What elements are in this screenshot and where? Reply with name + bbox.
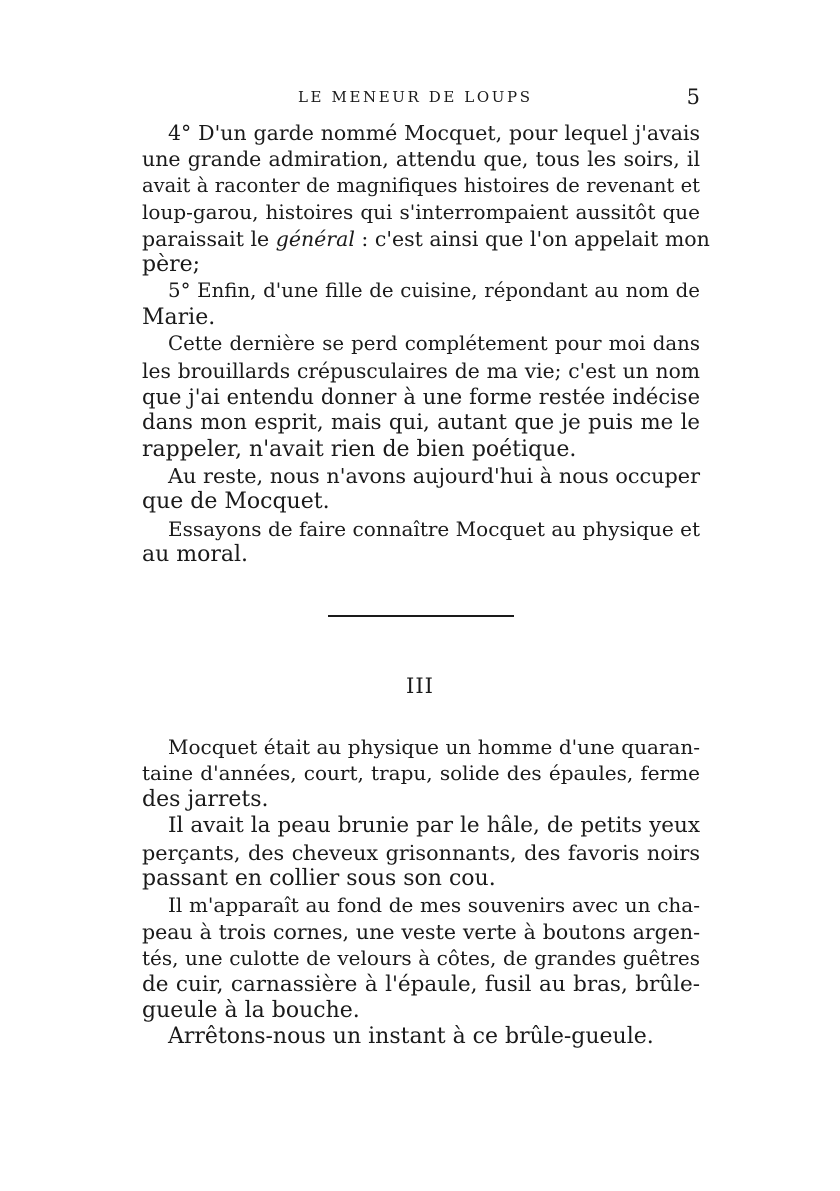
text-block-chapter-end [142,120,710,569]
text-line: loup-garou, histoires qui s'interrompaient aussitôt que [142,200,700,225]
text-block-section-iii [142,734,700,1051]
text-line: perçants, des cheveux grisonnants, des favoris noirs [142,840,700,865]
running-title: LE MENEUR DE LOUPS [298,88,533,106]
italic-word: général [275,226,355,251]
text-line: taine d'années, court, trapu, solide des épaules, ferme [142,761,700,786]
text-line: passant en collier sous son cou. [142,865,496,891]
text-line: dans mon esprit, mais qui, autant que je puis me le [142,410,700,436]
text-line: avait à raconter de magnifiques histoires de revenant et [142,173,700,197]
section-number: III [406,674,434,698]
text-line: tés, une culotte de velours à côtes, de grandes guêtres [142,946,700,971]
text-line: 4° D'un garde nommé Mocquet, pour lequel j'avais [168,121,700,145]
text-line: 5° Enfin, d'une fille de cuisine, répondant au nom de [168,279,700,303]
text-run: paraissait le [142,226,270,251]
text-line: peau à trois cornes, une veste verte à boutons argen- [142,919,700,944]
text-line: que de Mocquet. [142,489,330,515]
text-line: Essayons de faire connaître Mocquet au physique et [168,516,700,541]
page-header [142,85,700,112]
text-line: Marie. [142,304,216,330]
text-line: Il avait la peau brunie par le hâle, de petits yeux [168,813,700,839]
text-line: rappeler, n'avait rien de bien poétique. [142,436,577,462]
page-number: 5 [686,85,700,109]
text-line: Mocquet était au physique un homme d'une quaran- [168,735,700,759]
text-line: Il m'apparaît au fond de mes souvenirs avec un cha- [168,893,700,918]
section-divider [328,615,514,617]
text-line: gueule à la bouche. [142,997,360,1023]
text-line: Au reste, nous n'avons aujourd'hui à nous occuper [168,464,700,489]
text-line: une grande admiration, attendu que, tous les soirs, il [142,147,700,172]
text-run: : c'est ainsi que l'on appelait mon [361,226,710,251]
text-line: de cuir, carnassière à l'épaule, fusil au bras, brûle- [142,971,700,997]
text-line: les brouillards crépusculaires de ma vie; c'est un nom [142,358,700,383]
text-line: des jarrets. [142,786,269,812]
text-line-with-italic [142,226,710,252]
text-line: au moral. [142,542,249,568]
text-line: Cette dernière se perd complétement pour moi dans [168,332,700,356]
text-line: Arrêtons-nous un instant à ce brûle-gueule. [168,1024,654,1050]
text-line: que j'ai entendu donner à une forme restée indécise [142,384,700,409]
text-line: père; [142,251,201,277]
